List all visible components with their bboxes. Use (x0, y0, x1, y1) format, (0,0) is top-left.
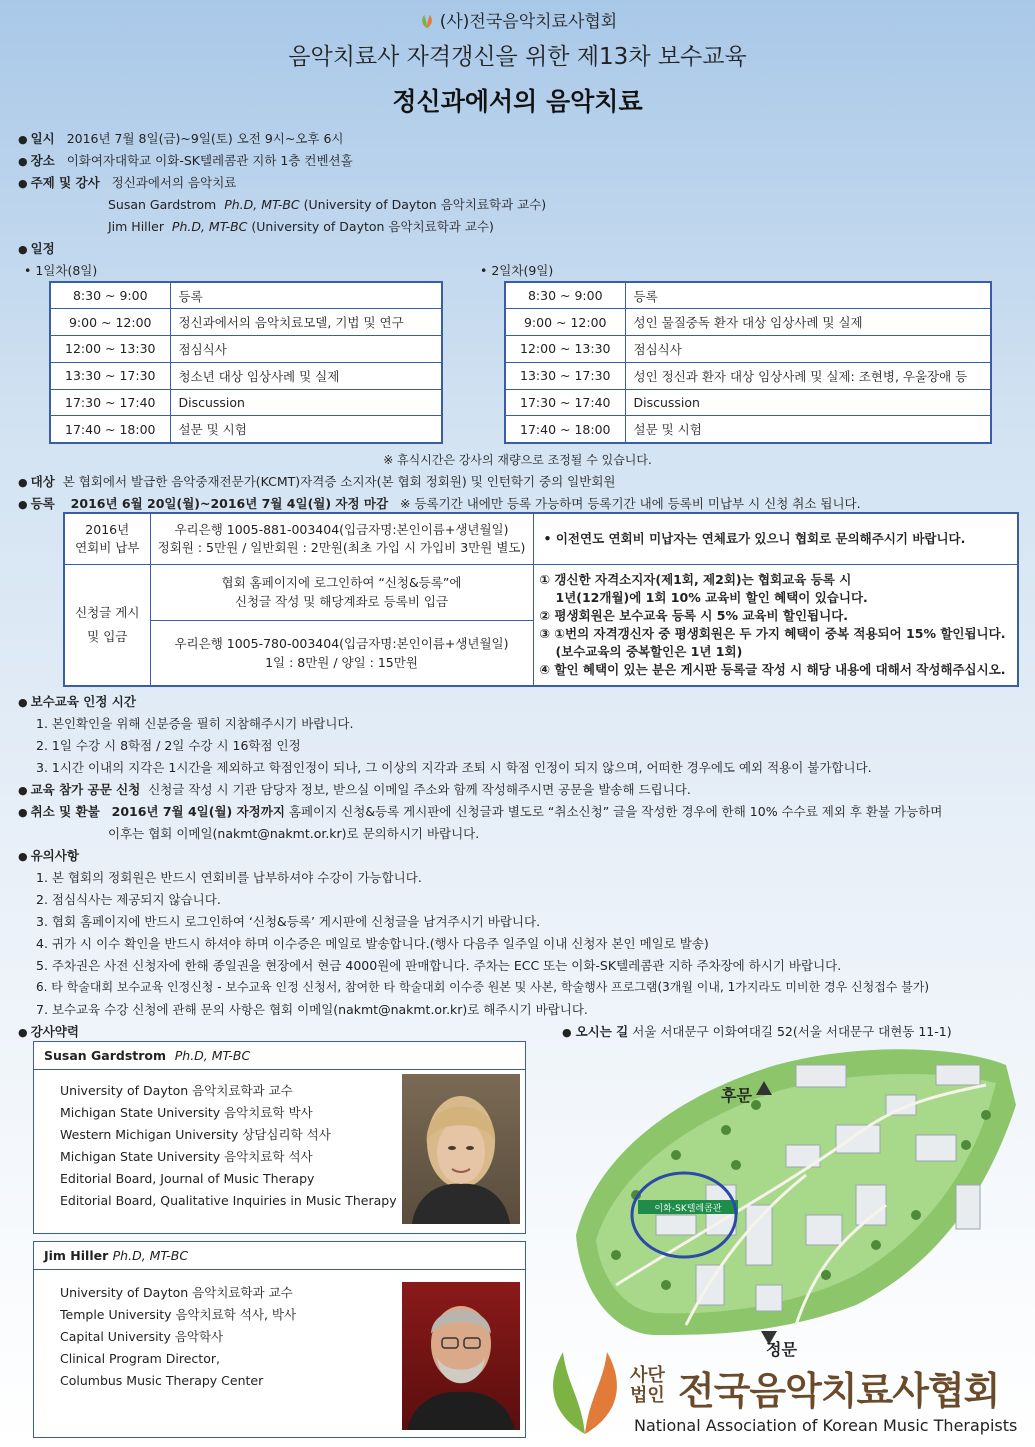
schedule-time: 8:30 ~ 9:00 (505, 282, 625, 309)
day1-label: • 1일차(8일) (24, 263, 98, 278)
page-title: 정신과에서의 음악치료 (392, 87, 643, 116)
note-item: 2. 점심식사는 제공되지 않습니다. (36, 892, 221, 907)
fee-row-note: • 이전연도 연회비 미납자는 연체료가 있으니 협회로 문의해주시기 바랍니다. (533, 513, 1018, 564)
day1-label-text: 1일차(8일) (35, 263, 98, 278)
schedule-time: 17:30 ~ 17:40 (505, 389, 625, 416)
apply-row-label (64, 564, 150, 686)
logo-english-name: National Association of Korean Music Therapists (634, 1416, 1018, 1435)
schedule-time: 17:40 ~ 18:00 (505, 416, 625, 443)
discount-list (533, 564, 1018, 686)
schedule-note: ※ 휴식시간은 강사의 재량으로 조정될 수 있습니다. (383, 453, 652, 467)
apply-row-label-a: 신청글 게시 (75, 604, 140, 620)
bio-susan-list (60, 1080, 397, 1212)
directions-value: 서울 서대문구 이화여대길 52(서울 서대문구 대현동 11-1) (632, 1024, 952, 1039)
apply-instruction-a: 협회 홈페이지에 로그인하여 “신청&등록”에 (221, 575, 462, 590)
lecturer-2-line (108, 217, 494, 235)
association-logo-icon (541, 1344, 629, 1438)
schedule-time: 17:40 ~ 18:00 (50, 416, 170, 443)
page-subtitle: 음악치료사 자격갱신을 위한 제13차 보수교육 (288, 44, 747, 70)
schedule-row (50, 389, 442, 416)
schedule-heading: ● 일정 (18, 241, 55, 256)
note-item: 7. 보수교육 수강 신청에 관해 문의 사항은 협회 이메일(nakmt@nakmt.or.kr)로 해주시기 바랍니다. (36, 1002, 588, 1017)
venue-label: 이화-SK텔레콤관 (654, 1204, 722, 1214)
fee-row-details (150, 513, 533, 564)
credit-label: 보수교육 인정 시간 (30, 694, 136, 709)
notes-heading: ● 유의사항 (18, 848, 79, 863)
date-value: 2016년 7월 8일(금)~9일(토) 오전 9시~오후 6시 (66, 131, 344, 146)
note-item: 6. 타 학술대회 보수교육 인정신청 - 보수교육 인정 신청서, 참여한 타 학술대회 이수증 원본 및 사본, 학술행사 프로그램(3개월 이내, 1가지라도 미비한 경우 신청접수 불가) (36, 980, 930, 994)
schedule-time: 17:30 ~ 17:40 (50, 389, 170, 416)
schedule-item: 등록 (170, 282, 442, 309)
schedule-row (50, 309, 442, 336)
lecturer-2-title: Ph.D, MT-BC (171, 219, 248, 234)
logo-small-text (630, 1366, 665, 1406)
schedule-item: 성인 물질중독 환자 대상 임상사례 및 실제 (625, 309, 991, 336)
bio-item: Columbus Music Therapy Center (60, 1373, 264, 1388)
official-label: 교육 참가 공문 신청 (30, 782, 141, 797)
place-label: 장소 (30, 153, 55, 168)
credit-heading: ● 보수교육 인정 시간 (18, 694, 136, 709)
discount-item: (보수교육의 중복할인은 1년 1회) (555, 643, 743, 659)
schedule-row (50, 282, 442, 309)
refund-label: 취소 및 환불 (30, 804, 100, 819)
day1-schedule-table (49, 281, 443, 444)
apply-amounts: 1일 : 8만원 / 양일 : 15만원 (265, 654, 418, 670)
official-value: 신청글 작성 시 기관 담당자 정보, 받으실 이메일 주소와 함께 작성해주시면 공문을 발송해 드립니다. (148, 782, 691, 797)
discount-item: ③ ①번의 자격갱신자 중 평생회원은 두 가지 혜택이 중복 적용되어 15% 할인됩니다. (539, 625, 1006, 641)
schedule-row (505, 416, 991, 443)
lecturer-1-aff: (University of Dayton 음악치료학과 교수) (303, 197, 547, 212)
note-item: 4. 귀가 시 이수 확인을 반드시 하셔야 하며 이수증은 메일로 발송합니다.(행사 다음주 일주일 이내 신청자 본인 메일로 발송) (36, 936, 709, 951)
org-name-text: (사)전국음악치료사협회 (439, 12, 618, 32)
bio-item: Capital University 음악학사 (60, 1329, 224, 1344)
registration-line: ● 등록 2016년 6월 20일(월)~2016년 7월 4일(월) 자정 마감 ※ 등록기간 내에만 등록 가능하며 등록기간 내에 등록비 미납부 시 신청 취소 됩니다. (18, 496, 861, 511)
schedule-item: 등록 (625, 282, 991, 309)
schedule-time: 13:30 ~ 17:30 (505, 362, 625, 389)
info-place: ● 장소 이화여자대학교 이화-SK텔레콤관 지하 1층 컨벤션홀 (18, 153, 353, 168)
bio-box-susan (33, 1041, 526, 1234)
schedule-time: 9:00 ~ 12:00 (50, 309, 170, 336)
susan-photo (402, 1074, 520, 1224)
bio-box-jim (33, 1241, 526, 1438)
fee-row-label-a: 2016년 (85, 521, 130, 537)
schedule-label: 일정 (30, 241, 55, 256)
schedule-time: 13:30 ~ 17:30 (50, 362, 170, 389)
schedule-item: Discussion (170, 389, 442, 416)
apply-row-label-b: 및 입금 (87, 628, 128, 644)
fee-row-label-b: 연회비 납부 (75, 539, 140, 555)
schedule-row (505, 389, 991, 416)
schedule-item: 점심식사 (625, 336, 991, 363)
schedule-time: 8:30 ~ 9:00 (50, 282, 170, 309)
registration-table (63, 512, 1019, 687)
info-topic: ● 주제 및 강사 정신과에서의 음악치료 (18, 175, 237, 190)
schedule-item: Discussion (625, 389, 991, 416)
campus-map (556, 1035, 1026, 1359)
lecturer-2-aff: (University of Dayton 음악치료학과 교수) (251, 219, 494, 234)
official-line: ● 교육 참가 공문 신청 신청글 작성 시 기관 담당자 정보, 받으실 이메일 주소와 함께 작성해주시면 공문을 발송해 드립니다. (18, 782, 691, 797)
bio-item: Western Michigan University 상담심리학 석사 (60, 1127, 331, 1142)
registration-period: 2016년 6월 20일(월)~2016년 7월 4일(월) 자정 마감 (70, 496, 389, 511)
place-value: 이화여자대학교 이화-SK텔레콤관 지하 1층 컨벤션홀 (66, 153, 353, 168)
lecturer-1-title: Ph.D, MT-BC (224, 197, 300, 212)
apply-row-account (150, 620, 533, 686)
credit-item: 1. 본인확인을 위해 신분증을 필히 지참해주시기 바랍니다. (36, 716, 354, 731)
refund-value-1: 홈페이지 신청&등록 게시판에 신청글과 별도로 “취소신청” 글을 작성한 경우에 한해 10% 수수료 제외 후 환불 가능하며 (288, 804, 943, 819)
logo-small-b: 법인 (630, 1385, 665, 1406)
registration-label: 등록 (30, 496, 55, 511)
schedule-item: 설문 및 시험 (625, 416, 991, 443)
org-name (0, 7, 1035, 32)
logo-korean-name: 전국음악치료사협회 (678, 1369, 1000, 1413)
main-gate-label: 정문 (766, 1340, 797, 1359)
bio-heading: ● 강사약력 (18, 1024, 79, 1039)
back-gate-label: 후문 (721, 1086, 752, 1105)
bio-item: University of Dayton 음악치료학과 교수 (60, 1083, 293, 1098)
note-item: 3. 협회 홈페이지에 반드시 로그인하여 ‘신청&등록’ 게시판에 신청글을 남겨주시기 바랍니다. (36, 914, 541, 929)
bio-item: Michigan State University 음악치료학 석사 (60, 1149, 313, 1164)
campus-map-image (556, 1035, 1026, 1355)
target-line: ● 대상 본 협회에서 발급한 음악중재전문가(KCMT)자격증 소지자(본 협회 정회원) 및 인턴학기 중의 일반회원 (18, 474, 616, 489)
schedule-item: 청소년 대상 임상사례 및 실제 (170, 362, 442, 389)
bio-item: Temple University 음악치료학 석사, 박사 (60, 1307, 297, 1322)
discount-item: ② 평생회원은 보수교육 등록 시 5% 교육비 할인됩니다. (539, 607, 849, 623)
schedule-row (50, 362, 442, 389)
fee-account: 우리은행 1005-881-003404(입금자명:본인이름+생년월일) (174, 521, 509, 537)
note-item: 1. 본 협회의 정회원은 반드시 연회비를 납부하셔야 수강이 가능합니다. (36, 870, 422, 885)
topic-value: 정신과에서의 음악치료 (111, 175, 237, 190)
lecturer-1-line (108, 195, 546, 213)
schedule-row (505, 336, 991, 363)
schedule-row (50, 336, 442, 363)
bio-jim-list (60, 1282, 296, 1392)
bio-item: Editorial Board, Journal of Music Therapy (60, 1171, 315, 1186)
credit-item: 3. 1시간 이내의 지각은 1시간을 제외하고 학점인정이 되나, 그 이상의 지각과 조퇴 시 학점 인정이 되지 않으며, 어떠한 경우에도 예외 적용이 불가합니다. (36, 760, 872, 775)
schedule-row (505, 362, 991, 389)
credit-item: 2. 1일 수강 시 8학점 / 2일 수강 시 16학점 인정 (36, 738, 301, 753)
schedule-item: 정신과에서의 음악치료모델, 기법 및 연구 (170, 309, 442, 336)
bio-item: Editorial Board, Qualitative Inquiries in Music Therapy (60, 1193, 397, 1208)
bio-item: Clinical Program Director, (60, 1351, 220, 1366)
discount-item: ① 갱신한 자격소지자(제1회, 제2회)는 협회교육 등록 시 (539, 571, 852, 587)
schedule-row (505, 282, 991, 309)
day2-label-text: 2일차(9일) (491, 263, 554, 278)
schedule-time: 12:00 ~ 13:30 (505, 336, 625, 363)
target-label: 대상 (30, 474, 55, 489)
discount-item: 1년(12개월)에 1회 10% 교육비 할인 혜택이 있습니다. (555, 589, 868, 605)
schedule-item: 설문 및 시험 (170, 416, 442, 443)
schedule-item: 성인 정신과 환자 대상 임상사례 및 실제: 조현병, 우울장애 등 (625, 362, 991, 389)
bio-label: 강사약력 (30, 1024, 79, 1039)
refund-deadline: 2016년 7월 4일(월) 자정까지 (111, 804, 285, 819)
target-value: 본 협회에서 발급한 음악중재전문가(KCMT)자격증 소지자(본 협회 정회원) 및 인턴학기 중의 일반회원 (62, 474, 616, 489)
notes-label: 유의사항 (30, 848, 79, 863)
bio-jim-header (34, 1242, 525, 1270)
apply-instruction-b: 신청글 작성 및 해당계좌로 등록비 입금 (234, 594, 449, 609)
day2-label: • 2일차(9일) (480, 263, 554, 278)
fee-amounts: 정회원 : 5만원 / 일반회원 : 2만원(최초 가입 시 가입비 3만원 별도) (157, 539, 526, 555)
schedule-row (50, 416, 442, 443)
directions-line: ● 오시는 길 서울 서대문구 이화여대길 52(서울 서대문구 대현동 11-1) (562, 1024, 952, 1039)
apply-account: 우리은행 1005-780-003404(입금자명:본인이름+생년월일) (174, 635, 509, 651)
lecturer-1-name: Susan Gardstrom (108, 197, 217, 212)
topic-label: 주제 및 강사 (30, 175, 100, 190)
refund-value-2: 이후는 협회 이메일(nakmt@nakmt.or.kr)로 문의하시기 바랍니다. (108, 826, 480, 841)
note-item: 5. 주차권은 사전 신청자에 한해 종일권을 현장에서 현금 4000원에 판매합니다. 주차는 ECC 또는 이화-SK텔레콤관 지하 주차장에 하시기 바랍니다. (36, 958, 842, 973)
jim-photo (402, 1282, 520, 1430)
bio-susan-name: Susan Gardstrom (44, 1048, 167, 1063)
info-date: ● 일시 2016년 7월 8일(금)~9일(토) 오전 9시~오후 6시 (18, 131, 344, 146)
bio-item: Michigan State University 음악치료학 박사 (60, 1105, 313, 1120)
registration-note: ※ 등록기간 내에만 등록 가능하며 등록기간 내에 등록비 미납부 시 신청 취소 됩니다. (400, 496, 861, 511)
logo-small-a: 사단 (630, 1365, 665, 1386)
logo-icon (418, 12, 436, 30)
apply-row-instructions (150, 564, 533, 620)
schedule-row (505, 309, 991, 336)
bio-jim-title: Ph.D, MT-BC (112, 1248, 189, 1263)
directions-label: 오시는 길 (575, 1024, 629, 1039)
bio-susan-header (34, 1042, 525, 1070)
bio-susan-title: Ph.D, MT-BC (174, 1048, 251, 1063)
lecturer-2-name: Jim Hiller (108, 219, 164, 234)
fee-row-label (64, 513, 150, 564)
schedule-item: 점심식사 (170, 336, 442, 363)
bio-item: University of Dayton 음악치료학과 교수 (60, 1285, 293, 1300)
day2-schedule-table (504, 281, 992, 444)
refund-line: ● 취소 및 환불 2016년 7월 4일(월) 자정까지 홈페이지 신청&등록 게시판에 신청글과 별도로 “취소신청” 글을 작성한 경우에 한해 10% 수수료 제외 후 환불 가능하며 (18, 804, 943, 819)
date-label: 일시 (30, 131, 55, 146)
discount-item: ④ 할인 혜택이 있는 분은 게시판 등록글 작성 시 해당 내용에 대해서 작성해주십시오. (539, 661, 1006, 677)
schedule-time: 12:00 ~ 13:30 (50, 336, 170, 363)
bio-jim-name: Jim Hiller (44, 1248, 109, 1263)
schedule-time: 9:00 ~ 12:00 (505, 309, 625, 336)
